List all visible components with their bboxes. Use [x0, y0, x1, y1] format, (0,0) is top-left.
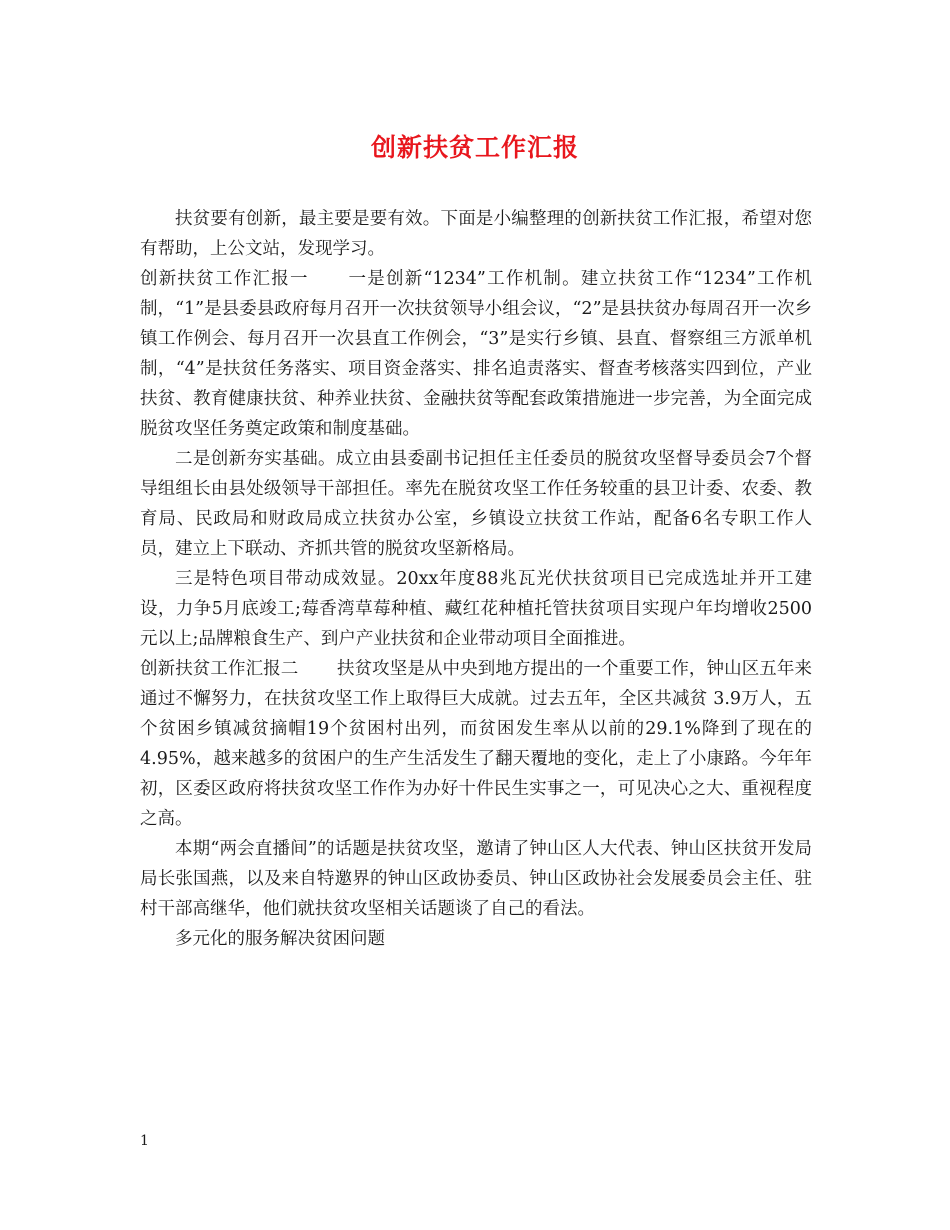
section1-paragraph-1: 一是创新“1234”工作机制。建立扶贫工作“1234”工作机制，“1”是县委县政府每月召开一次扶贫领导小组会议，“2”是县扶贫办每周召开一次乡镇工作例会、每月召开一次县直工作例会，“3”是实行乡镇、县直、督察组三方派单机制，“4”是扶贫任务落实、项目资金落实、排名追责落实、督查考核落实四到位，产业扶贫、教育健康扶贫、种养业扶贫、金融扶贫等配套政策措施进一步完善，为全面完成脱贫攻坚任务奠定政策和制度基础。 [140, 269, 813, 439]
section1-paragraph-2: 二是创新夯实基础。成立由县委副书记担任主任委员的脱贫攻坚督导委员会7个督导组组长由县处级领导干部担任。率先在脱贫攻坚工作任务较重的县卫计委、农委、教育局、民政局和财政局成立扶贫办公室，乡镇设立扶贫工作站，配备6名专职工作人员，建立上下联动、齐抓共管的脱贫攻坚新格局。 [140, 449, 812, 559]
section2-heading: 创新扶贫工作汇报二 [140, 659, 299, 679]
section1-paragraph-3: 三是特色项目带动成效显。20xx年度88兆瓦光伏扶贫项目已完成选址并开工建设，力争5月底竣工;莓香湾草莓种植、藏红花种植托管扶贫项目实现户年均增收2500元以上;品牌粮食生产、到户产业扶贫和企业带动项目全面推进。 [140, 569, 812, 649]
section2-paragraph-1: 扶贫攻坚是从中央到地方提出的一个重要工作，钟山区五年来通过不懈努力，在扶贫攻坚工作上取得巨大成就。过去五年，全区共减贫 3.9万人，五个贫困乡镇减贫摘帽19个贫困村出列，而贫困发生率从以前的29.1%降到了现在的4.95%，越来越多的贫困户的生产生活发生了翻天覆地的变化，走上了小康路。今年年初，区委区政府将扶贫攻坚工作作为办好十件民生实事之一，可见决心之大、重视程度之高。 [140, 659, 812, 829]
section1-heading: 创新扶贫工作汇报一 [140, 269, 309, 289]
page-number: 1 [140, 1133, 149, 1149]
section2-paragraph-2: 本期“两会直播间”的话题是扶贫攻坚，邀请了钟山区人大代表、钟山区扶贫开发局局长张国燕，以及来自特邀界的钟山区政协委员、钟山区政协社会发展委员会主任、驻村干部高继华，他们就扶贫攻坚相关话题谈了自己的看法。 [140, 839, 812, 919]
section2-paragraph-3: 多元化的服务解决贫困问题 [175, 929, 385, 949]
section2-first-paragraph [140, 654, 812, 834]
document-title: 创新扶贫工作汇报 [370, 133, 579, 162]
section1-first-paragraph [140, 264, 812, 444]
document-body [140, 204, 812, 954]
intro-paragraph: 扶贫要有创新，最主要是要有效。下面是小编整理的创新扶贫工作汇报，希望对您有帮助，上公文站，发现学习。 [140, 209, 812, 259]
